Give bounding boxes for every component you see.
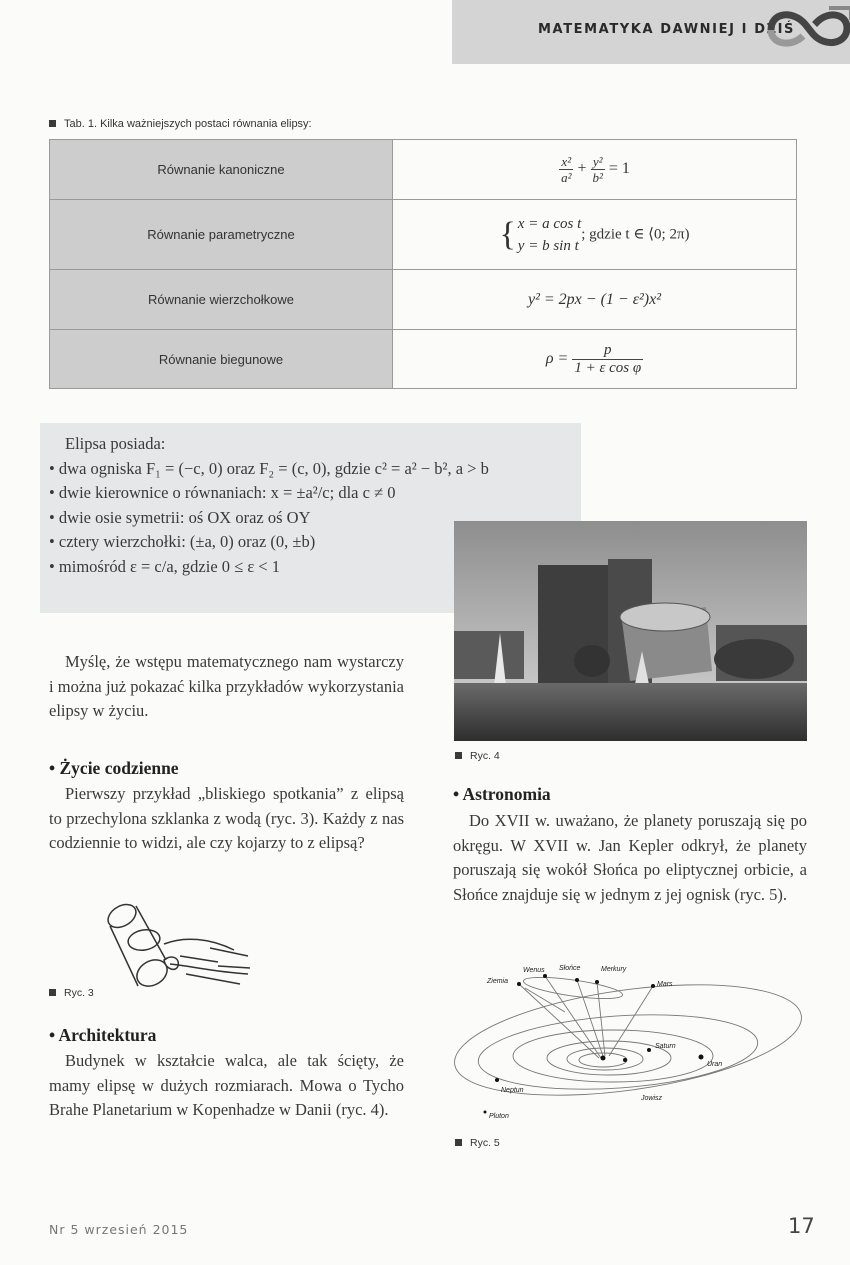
table-label: Równanie kanoniczne (50, 140, 393, 200)
label-saturn: Saturn (655, 1043, 676, 1050)
list-item: • mimośród ε = c/a, gdzie 0 ≤ ε < 1 (49, 556, 281, 576)
issue-info: Nr 5 wrzesień 2015 (49, 1222, 189, 1237)
heading-architecture: • Architektura (49, 1025, 157, 1045)
table-row (50, 140, 797, 200)
vertex-formula: y² = 2px − (1 − ε²)x² (393, 270, 797, 330)
properties-intro: Elipsa posiada: (65, 434, 166, 453)
canonical-formula: $\frac{\text{x²}}{\text{a²}}$ + $\frac{\text{y²}}{\text{b²}}$ = 1 (393, 140, 797, 200)
caption-ryc5: Ryc. 5 (455, 1137, 500, 1149)
label-mars: Mars (657, 981, 673, 988)
planetarium-photo (454, 521, 807, 741)
label-pluton: Pluton (489, 1113, 509, 1120)
label-merkury: Merkury (601, 966, 627, 973)
table-caption: Tab. 1. Kilka ważniejszych postaci równania elipsy: (49, 118, 312, 130)
label-wenus: Wenus (523, 967, 545, 974)
everyday-life-paragraph: Pierwszy przykład „bliskiego spotkania” z elipsą to przechylona szklanka z wodą (ryc. 3). Każdy z nas codziennie to widzi, ale czy kojarzy to z elipsą? (49, 784, 404, 852)
table-label: Równanie biegunowe (50, 330, 393, 389)
heading-astronomy: • Astronomia (453, 784, 551, 804)
astronomy-paragraph: Do XVII w. uważano, że planety poruszają się po okręgu. W XVII w. Jan Kepler odkrył, że planety poruszają się wokół Słońca po eliptycznej orbicie, a Słońce znajduje się w jednym z jej ognisk (ryc. 5). (453, 811, 807, 904)
label-neptun: Neptun (501, 1087, 524, 1094)
ellipse-properties (49, 432, 489, 579)
table-row (50, 330, 797, 389)
tilted-glass-illustration (100, 900, 252, 996)
table-row (50, 200, 797, 270)
parametric-formula: { x = a cos t y = b sin t ; gdzie t ∈ ⟨0; 2π) (393, 200, 797, 270)
table-row (50, 270, 797, 330)
heading-everyday-life: • Życie codzienne (49, 758, 179, 778)
table-label: Równanie wierzchołkowe (50, 270, 393, 330)
polar-formula: ρ = $\frac{p}{\text{1 + ε cos φ}}$ (393, 330, 797, 389)
architecture-paragraph: Budynek w kształcie walca, ale tak ścięty, że mamy elipsę w dużych rozmiarach. Mowa o Tycho Brahe Planetarium w Kopenhadze w Danii (ryc. 4). (49, 1051, 404, 1119)
label-slonce: Słońce (559, 965, 581, 972)
running-header (452, 0, 850, 64)
infinity-logo-icon (765, 4, 850, 52)
list-item: • dwa ogniska F₁ = (−c, 0) oraz F₂ = (c, 0), gdzie c² = a² − b², a > b (49, 458, 489, 478)
label-ziemia: Ziemia (487, 978, 509, 985)
list-item: • cztery wierzchołki: (±a, 0) oraz (0, ±b) (49, 532, 316, 551)
page-number: 17 (788, 1214, 815, 1238)
table-label: Równanie parametryczne (50, 200, 393, 270)
header-title: MATEMATYKA DAWNIEJ I DZIŚ (538, 22, 796, 37)
ellipse-equations-table (49, 139, 797, 389)
solar-system-diagram (453, 960, 807, 1125)
caption-ryc3: Ryc. 3 (49, 987, 94, 999)
list-item: • dwie osie symetrii: oś OX oraz oś OY (49, 507, 311, 527)
caption-ryc4: Ryc. 4 (455, 750, 500, 762)
label-uran: Uran (707, 1061, 723, 1068)
intro-paragraph: Myślę, że wstępu matematycznego nam wystarczy i można już pokazać kilka przykładów wykorzystania elipsy w życiu. (49, 652, 404, 720)
label-jowisz: Jowisz (641, 1095, 663, 1102)
list-item: • dwie kierownice o równaniach: x = ±a²/c; dla c ≠ 0 (49, 483, 396, 502)
